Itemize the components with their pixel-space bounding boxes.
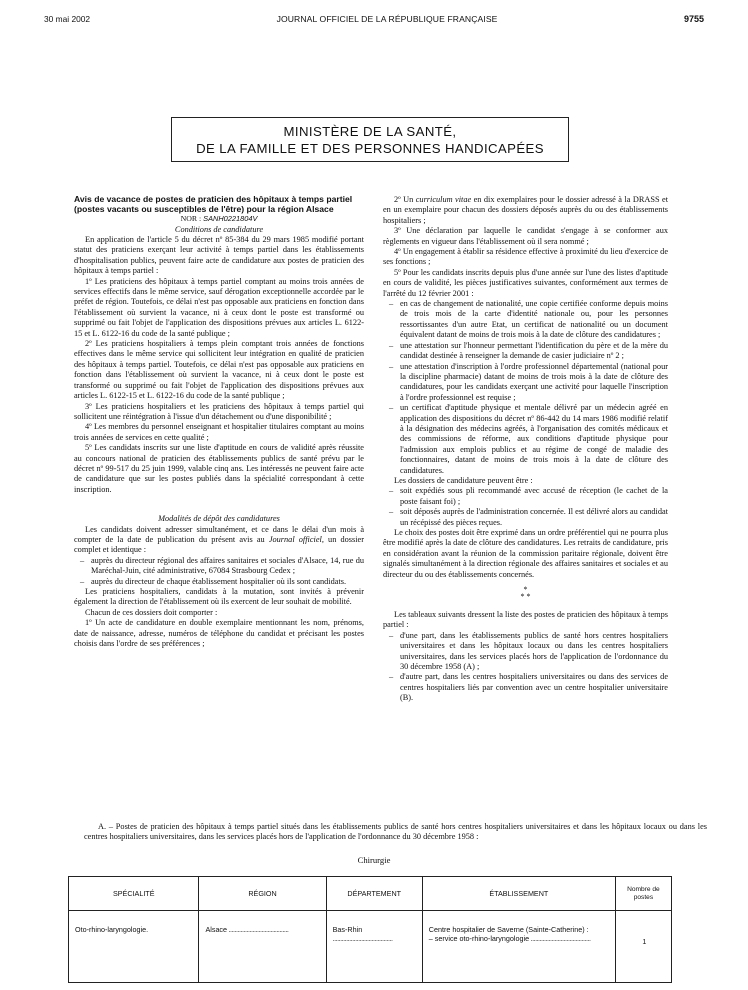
cell-specialite: Oto-rhino-laryngologie. <box>69 911 199 983</box>
col-header-etablissement: ÉTABLISSEMENT <box>422 877 615 911</box>
list-item: – soit déposés auprès de l'administration concernée. Il est délivré alors au candidat un récépissé des pièces reçues. <box>383 507 668 528</box>
nor-code: SANH0221804V <box>203 214 258 224</box>
list-item: – une attestation sur l'honneur permettant l'identification du père et de la mère du candidat destinée à renseigner la demande de casier judiciaire nº 2 ; <box>383 341 668 362</box>
list-item: – une attestation d'inscription à l'ordre professionnel départemental (national pour la discipline pharmacie) datant de moins de trois mois à la date de clôture des candidatures, pour les candidats exerçant une activité pour laquelle l'inscription à l'ordre professionnel est requise ; <box>383 362 668 404</box>
page-header <box>44 14 704 24</box>
paragraph <box>383 195 668 226</box>
paragraph: 1º Les praticiens des hôpitaux à temps partiel comptant au moins trois années de services effectifs dans le même service, sauf dérogation exceptionnelle accordée par le préfet de région. Toutefois, ce délai n'est pas opposable aux praticiens en fonction dans l'établissement où survient la vacance, ni à ceux dont le poste est transformé ou supprimé ou fait l'objet de l'application des dispositions prévues aux articles L. 6122-15 et L. 6122-16 du code de la santé publique ; <box>74 276 364 338</box>
star: * <box>523 585 528 595</box>
paragraph: Les praticiens hospitaliers, candidats à la mutation, sont invités à prévenir également la direction de l'établissement où ils exercent de leur souhait de mobilité. <box>74 587 364 607</box>
list-item: – auprès du directeur régional des affaires sanitaires et sociales d'Alsace, 14, rue du Maréchal-Juin, cité administrative, 67084 Strasbourg Cedex ; <box>74 556 364 577</box>
nor-label: NOR : <box>180 214 202 224</box>
table-header-row <box>69 877 672 911</box>
stars: * * <box>520 592 531 602</box>
list-item: – un certificat d'aptitude physique et mentale délivré par un médecin agréé en application des dispositions du décret nº 86-442 du 14 mars 1986 modifié relatif à la désignation des médecins agréés, à l'organisation des comités médicaux et des commissions de réforme, aux conditions d'aptitude physique pour l'admission aux emplois publics et au régime de congé de maladie des fonctionnaires, datant de moins de trois mois à la date de clôture des candidatures. <box>383 403 668 476</box>
cell-etablissement <box>422 911 615 983</box>
right-column <box>383 195 668 704</box>
journal-officiel-ref: Journal officiel <box>268 534 322 544</box>
col-header-nombre-postes: Nombre de postes <box>615 877 671 911</box>
paragraph: 4º Les membres du personnel enseignant et hospitalier titulaires comptant au moins trois années de services en cette qualité ; <box>74 422 364 442</box>
cv-term: curriculum vitae <box>415 195 472 204</box>
table-row <box>69 911 672 983</box>
paragraph: 3º Les praticiens hospitaliers et les praticiens des hôpitaux à temps partiel qui sollicitent une réintégration à l'issue d'un détachement ou d'une disponibilité ; <box>74 401 364 421</box>
journal-title: JOURNAL OFFICIEL DE LA RÉPUBLIQUE FRANÇAISE <box>276 14 498 24</box>
text-span: en dix exemplaires pour le dossier adressé à la DRASS et en un exemplaire pour chacun des dossiers déposés auprès du ou des établissements hospitaliers ; <box>383 195 668 225</box>
left-column <box>74 195 364 649</box>
paragraph: 3º Une déclaration par laquelle le candidat s'engage à se conformer aux règlements en vigueur dans l'établissement où il sera nommé ; <box>383 226 668 246</box>
cell-departement <box>326 911 422 983</box>
ministry-line-1: MINISTÈRE DE LA SANTÉ, <box>283 123 457 139</box>
paragraph: En application de l'article 5 du décret nº 85-384 du 29 mars 1985 modifié portant statut des praticiens exerçant leur activité à temps partiel dans les établissements d'hospitalisation publics, peuvent faire acte de candidature aux postes de praticien des hôpitaux à temps partiel : <box>74 235 364 276</box>
col-header-specialite: SPÉCIALITÉ <box>69 877 199 911</box>
ministry-line-2: DE LA FAMILLE ET DES PERSONNES HANDICAPÉES <box>196 140 544 156</box>
notice-title: Avis de vacance de postes de praticien des hôpitaux à temps partiel (postes vacants ou susceptibles de l'être) pour la région Alsace <box>74 194 353 214</box>
page-number: 9755 <box>683 14 704 24</box>
service-value: – service oto-rhino-laryngologie ..... <box>429 934 591 943</box>
list-item: – soit expédiés sous pli recommandé avec accusé de réception (le cachet de la poste faisant foi) ; <box>383 486 668 507</box>
separator-stars <box>383 586 668 600</box>
paragraph: Chacun de ces dossiers doit comporter : <box>85 607 218 617</box>
text-span: 2º Un <box>394 195 414 204</box>
cell-region <box>199 911 326 983</box>
postes-table <box>68 876 672 983</box>
paragraph: 2º Les praticiens hospitaliers à temps plein comptant trois années de fonctions effectives dans le même service qui sollicitent leur intégration en qualité de praticien des hôpitaux à temps partiel. Toutefois, ce délai n'est pas opposable aux praticiens en fonction dans l'établissement où survient la vacance, ni à ceux dont le poste est transformé ou supprimé ou fait l'objet de l'application des dispositions prévues aux articles L. 6122-15 et L. 6122-16 du code de la santé publique ; <box>74 339 364 401</box>
col-header-departement: DÉPARTEMENT <box>326 877 422 911</box>
departement-value: Bas-Rhin ..... <box>333 925 393 943</box>
list-item: – auprès du directeur de chaque établissement hospitalier où ils sont candidats. <box>74 577 364 587</box>
paragraph: 5º Pour les candidats inscrits depuis plus d'une année sur l'une des listes d'aptitude en cours de validité, les pièces justificatives suivantes, conformément aux termes de l'arrêté du 12 février 2001 : <box>383 267 668 298</box>
section-a-intro <box>84 822 707 843</box>
paragraph: 4º Un engagement à établir sa résidence effective à proximité du lieu d'exercice de ses fonctions ; <box>383 247 668 267</box>
modalites-title: Modalités de dépôt des candidatures <box>158 514 280 524</box>
paragraph: Le choix des postes doit être exprimé dans un ordre préférentiel qui ne pourra plus être modifié après la date de clôture des candidatures. Les retraits de candidature, pris en considération avant la réunion de la commission paritaire régionale, doivent être signalés simultanément à la direction régionale des affaires sanitaires et sociales et au directeur du ou des établissements concernés. <box>383 528 668 579</box>
list-item: – d'une part, dans les établissements publics de santé hors centres hospitaliers universitaires et dans les hôpitaux locaux ou dans les centres hospitaliers universitaires, dans les services placés hors de l'application de l'ordonnance du 30 décembre 1958 (A) ; <box>383 631 668 673</box>
nor-reference <box>74 214 364 224</box>
list-item: – d'autre part, dans les centres hospitaliers universitaires ou dans des services de centres hospitaliers liés par convention avec un centre hospitalier universitaire (B). <box>383 672 668 703</box>
header-date: 30 mai 2002 <box>44 14 91 24</box>
paragraph: 5º Les candidats inscrits sur une liste d'aptitude en cours de validité après réussite au concours national de praticien des établissements publics de santé prévu par le décret nº 99-517 du 25 juin 1999, valable cinq ans. Les intéressés ne peuvent faire acte de candidature que sur les postes publiés dans la spécialité correspondant à cette inscription. <box>74 443 364 494</box>
col-header-region: RÉGION <box>199 877 326 911</box>
text-span: , un dossier complet et identique : <box>74 534 364 555</box>
text-span: Les candidats doivent adresser simultanément, et ce dans le délai d'un mois à compter de la date de publication du présent avis au <box>74 524 364 544</box>
etablissement-name: Centre hospitalier de Saverne (Sainte-Catherine) : <box>428 925 589 934</box>
section-title-chirurgie: Chirurgie <box>357 855 391 865</box>
cell-nombre: 1 <box>615 911 671 983</box>
paragraph: Les tableaux suivants dressent la liste des postes de praticien des hôpitaux à temps partiel : <box>383 610 668 630</box>
conditions-title: Conditions de candidature <box>174 224 264 234</box>
paragraph: A. – Postes de praticien des hôpitaux à temps partiel situés dans les établissements publics de santé hors centres hospitaliers universitaires et dans les hôpitaux locaux ou dans les centres hospitaliers universitaires, dans les services placés hors de l'application de l'ordonnance du 30 décembre 1958 : <box>84 822 707 842</box>
region-value: Alsace ..... <box>205 925 288 934</box>
paragraph: Les dossiers de candidature peuvent être : <box>394 475 533 485</box>
ministry-box <box>171 117 569 162</box>
etablissement-service <box>429 934 611 943</box>
paragraph <box>74 525 364 556</box>
paragraph: 1º Un acte de candidature en double exemplaire mentionnant les nom, prénoms, date de naissance, adresse, numéros de téléphone du candidat et précisant les postes choisis dans l'ordre de ses préférences ; <box>74 618 364 649</box>
list-item: – en cas de changement de nationalité, une copie certifiée conforme depuis moins de trois mois de la carte d'identité nationale ou, pour les personnes ressortissantes d'un autre Etat, un certificat de nationalité ou un document équivalent datant de moins de trois mois à la date de clôture des candidatures ; <box>383 299 668 341</box>
